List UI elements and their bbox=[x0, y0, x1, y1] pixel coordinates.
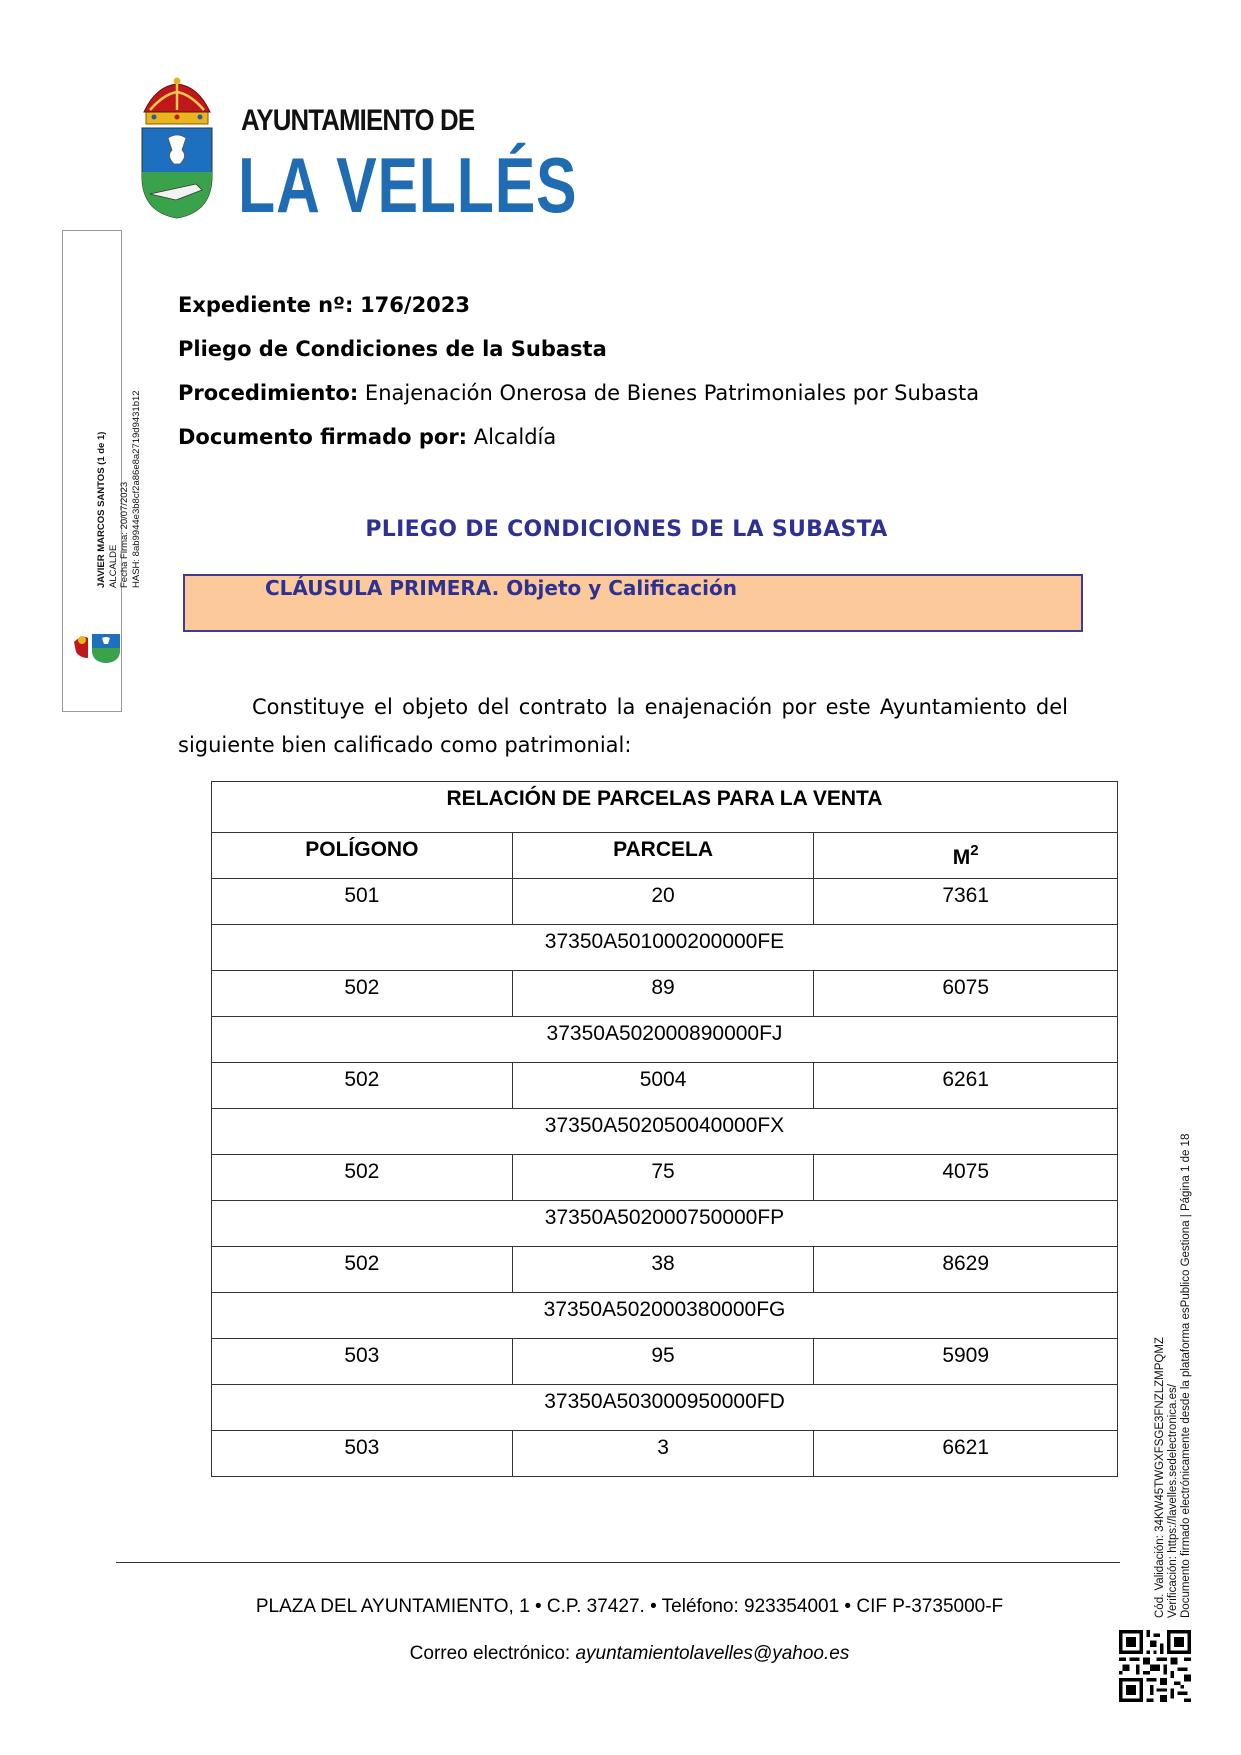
cell-ref: 37350A503000950000FD bbox=[212, 1385, 1118, 1431]
table-ref-row bbox=[212, 1385, 1118, 1431]
table-title-row bbox=[212, 782, 1118, 833]
cell-m2: 5909 bbox=[814, 1339, 1118, 1385]
cell-m2: 7361 bbox=[814, 879, 1118, 925]
municipal-crest-logo bbox=[136, 76, 218, 222]
pliego-line bbox=[178, 337, 607, 361]
cell-m2: 6075 bbox=[814, 971, 1118, 1017]
cell-poligono: 502 bbox=[212, 971, 513, 1017]
qr-code-icon bbox=[1118, 1630, 1192, 1702]
cell-poligono: 503 bbox=[212, 1431, 513, 1477]
table-ref-row bbox=[212, 1201, 1118, 1247]
table-ref-row bbox=[212, 1109, 1118, 1155]
footer-divider bbox=[116, 1562, 1120, 1563]
clause-title: CLÁUSULA PRIMERA. Objeto y Calificación bbox=[265, 576, 737, 600]
table-row bbox=[212, 879, 1118, 925]
cell-ref: 37350A502000380000FG bbox=[212, 1293, 1118, 1339]
cell-parcela: 3 bbox=[512, 1431, 814, 1477]
parcels-table bbox=[211, 781, 1118, 1477]
table-ref-row bbox=[212, 1293, 1118, 1339]
cell-ref: 37350A501000200000FE bbox=[212, 925, 1118, 971]
table-ref-row bbox=[212, 925, 1118, 971]
signer-name: JAVIER MARCOS SANTOS (1 de 1) bbox=[96, 431, 107, 588]
table-row bbox=[212, 1063, 1118, 1109]
expediente-line bbox=[178, 293, 470, 317]
table-row bbox=[212, 1431, 1118, 1477]
header-m2 bbox=[814, 833, 1118, 879]
validation-code: Cód. Validación: 34KW45TWGXFSGE3FNZLZMPQMZ bbox=[1154, 1337, 1166, 1618]
table-row bbox=[212, 1339, 1118, 1385]
table-ref-row bbox=[212, 1017, 1118, 1063]
cell-parcela: 75 bbox=[512, 1155, 814, 1201]
footer-address: PLAZA DEL AYUNTAMIENTO, 1 • C.P. 37427. • Teléfono: 923354001 • CIF P-3735000-F bbox=[255, 1596, 1004, 1617]
cell-parcela: 89 bbox=[512, 971, 814, 1017]
validation-url: Verificación: https://lavelles.sedelectronica.es/ bbox=[1167, 1384, 1179, 1618]
table-row bbox=[212, 971, 1118, 1017]
table-title: RELACIÓN DE PARCELAS PARA LA VENTA bbox=[212, 782, 1118, 833]
table-row bbox=[212, 1247, 1118, 1293]
brand-top-text: AYUNTAMIENTO DE bbox=[241, 104, 475, 137]
procedimiento-line bbox=[178, 381, 979, 405]
header-parcela: PARCELA bbox=[512, 833, 814, 879]
header-poligono: POLÍGONO bbox=[212, 833, 513, 879]
cell-poligono: 502 bbox=[212, 1155, 513, 1201]
footer-email-line bbox=[0, 1643, 1241, 1665]
sign-date: Fecha Firma: 20/07/2023 bbox=[119, 481, 130, 588]
signer-role: ALCALDE bbox=[107, 544, 119, 588]
cell-m2: 6621 bbox=[814, 1431, 1118, 1477]
header-m2-base: M bbox=[952, 846, 971, 869]
footer-email-label: Correo electrónico: bbox=[409, 1643, 571, 1664]
signature-crest-logo bbox=[72, 628, 122, 664]
body-paragraph: Constituye el objeto del contrato la enajenación por este Ayuntamiento del siguiente bien calificado como patrimonial: bbox=[178, 695, 1068, 757]
document-title: PLIEGO DE CONDICIONES DE LA SUBASTA bbox=[365, 517, 888, 542]
brand-main-text: LA VELLÉS bbox=[238, 141, 578, 229]
cell-parcela: 20 bbox=[512, 879, 814, 925]
cell-m2: 6261 bbox=[814, 1063, 1118, 1109]
cell-parcela: 95 bbox=[512, 1339, 814, 1385]
table-header-row bbox=[212, 833, 1118, 879]
pliego-text: Pliego de Condiciones de la Subasta bbox=[178, 337, 607, 361]
procedimiento-label: Procedimiento: bbox=[178, 381, 359, 405]
firmado-label: Documento firmado por: bbox=[178, 425, 468, 449]
cell-parcela: 5004 bbox=[512, 1063, 814, 1109]
cell-ref: 37350A502000890000FJ bbox=[212, 1017, 1118, 1063]
header-m2-sup: 2 bbox=[970, 842, 979, 859]
procedimiento-value: Enajenación Onerosa de Bienes Patrimoniales por Subasta bbox=[364, 381, 980, 405]
firmado-line bbox=[178, 425, 556, 449]
validation-text bbox=[1154, 1134, 1193, 1618]
sign-hash: HASH: 8ab9944e3b8cf2a86e8a2719d9431b12 bbox=[130, 390, 142, 588]
cell-ref: 37350A502050040000FX bbox=[212, 1109, 1118, 1155]
cell-poligono: 503 bbox=[212, 1339, 513, 1385]
cell-poligono: 501 bbox=[212, 879, 513, 925]
cell-poligono: 502 bbox=[212, 1247, 513, 1293]
footer-email-link[interactable]: ayuntamientolavelles@yahoo.es bbox=[575, 1643, 850, 1664]
firmado-value: Alcaldía bbox=[473, 425, 557, 449]
expediente-value: 176/2023 bbox=[360, 293, 471, 317]
table-row bbox=[212, 1155, 1118, 1201]
cell-m2: 4075 bbox=[814, 1155, 1118, 1201]
cell-m2: 8629 bbox=[814, 1247, 1118, 1293]
signature-text bbox=[96, 390, 142, 588]
expediente-label: Expediente nº: bbox=[178, 293, 354, 317]
cell-ref: 37350A502000750000FP bbox=[212, 1201, 1118, 1247]
cell-poligono: 502 bbox=[212, 1063, 513, 1109]
cell-parcela: 38 bbox=[512, 1247, 814, 1293]
validation-note: Documento firmado electrónicamente desde la plataforma esPublico Gestiona | Página 1 de 18 bbox=[1180, 1133, 1192, 1618]
